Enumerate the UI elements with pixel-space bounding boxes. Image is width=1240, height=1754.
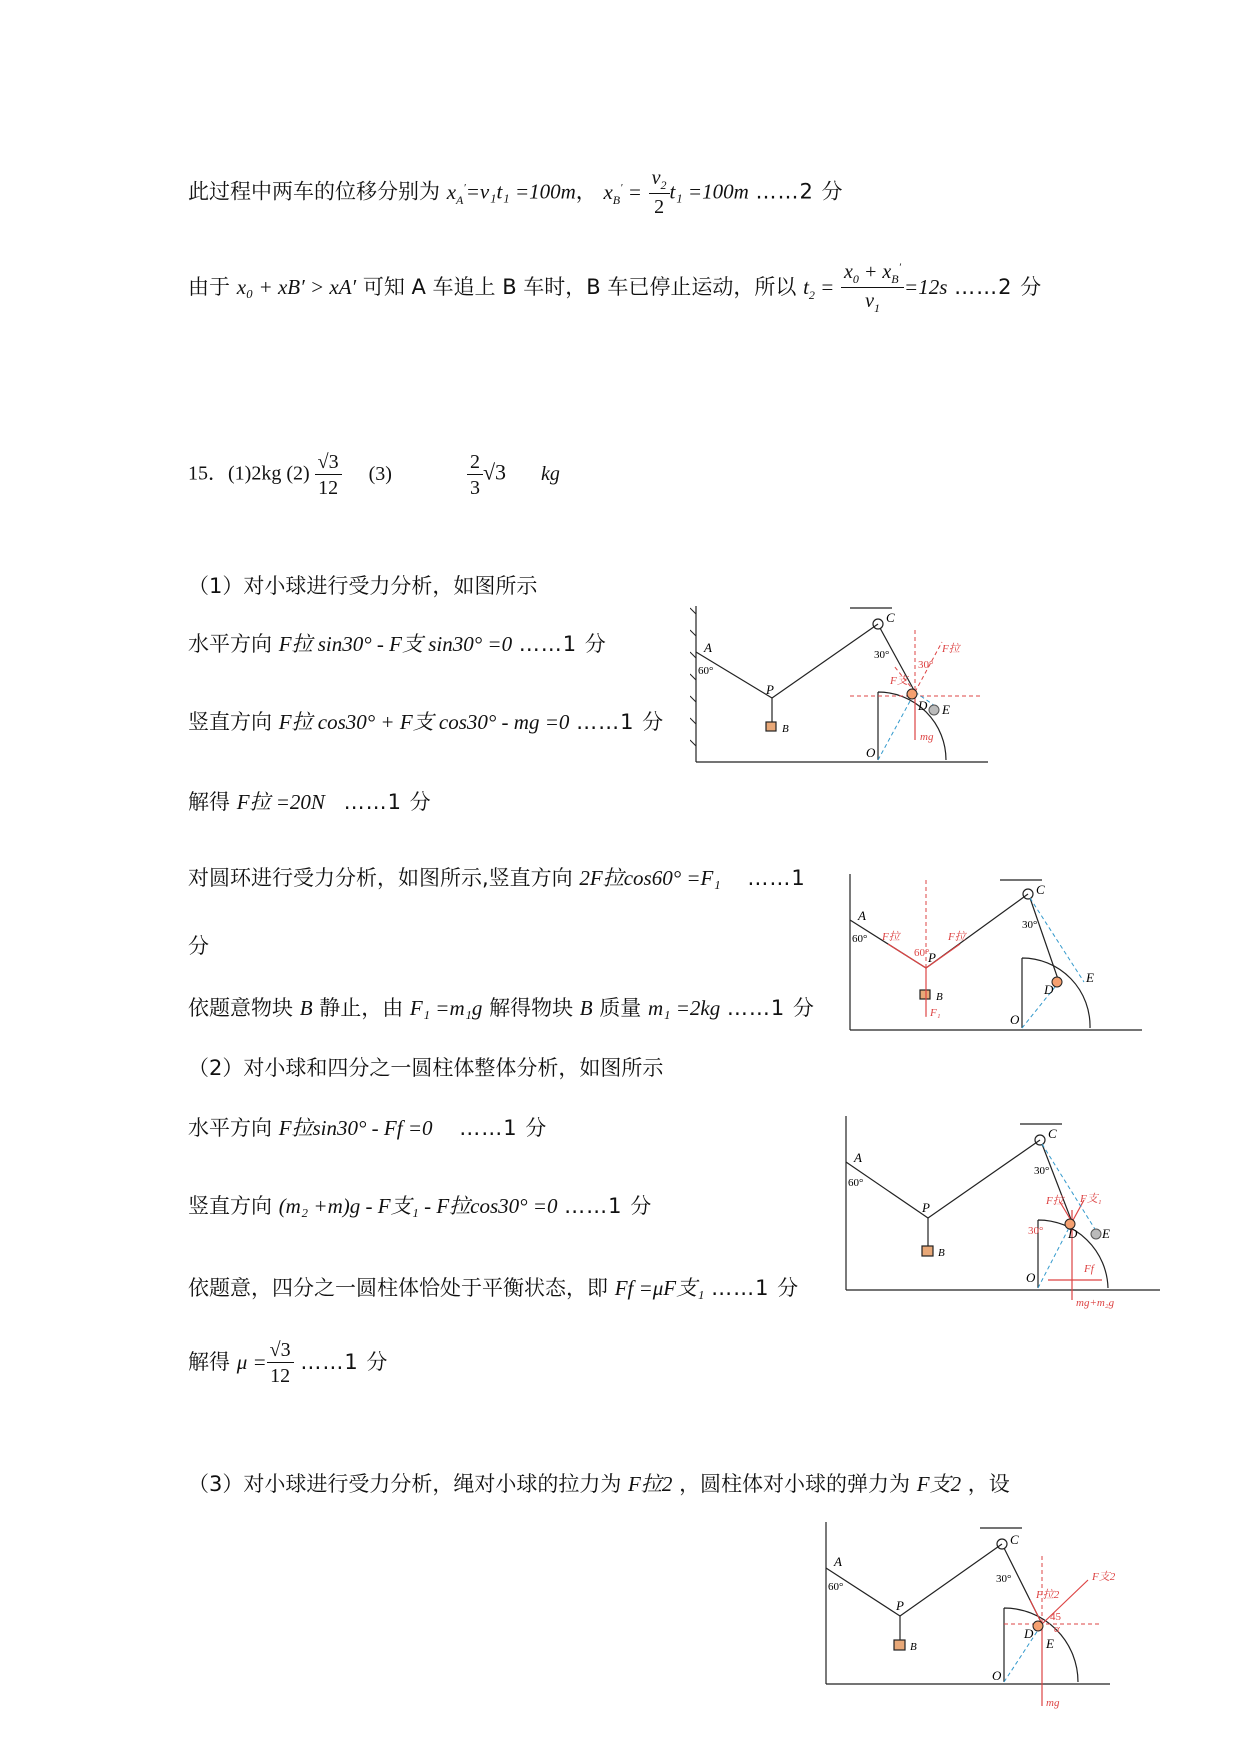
svg-text:C: C bbox=[1010, 1532, 1019, 1547]
svg-text:60°: 60° bbox=[848, 1177, 864, 1189]
svg-text:α: α bbox=[1054, 1623, 1060, 1635]
svg-text:30°: 30° bbox=[1028, 1225, 1044, 1237]
answer-line: 15．(1)2kg (2) $\frac{√3}{12}$ (3) $\frac{2}{3}$ √3 kg bbox=[188, 451, 560, 499]
sqrt3-over-12: $\frac{√3}{12}$ bbox=[315, 452, 342, 498]
svg-text:D: D bbox=[1024, 1626, 1034, 1641]
svg-text:F₁: F₁ bbox=[930, 1007, 941, 1019]
p1-solution: 解得 F拉 =20N ……1 分 bbox=[188, 790, 432, 814]
svg-text:60°: 60° bbox=[828, 1581, 844, 1593]
svg-text:D: D bbox=[1044, 982, 1054, 997]
label-O: O bbox=[866, 745, 876, 760]
sol14-line1: 此过程中两车的位移分别为 $x_A'=v_1t_1 =100m$， $x_B'$ = $\frac{v_2}{2}$ t₁ =100m ……2 分 bbox=[188, 167, 844, 218]
mu-fraction: $\frac{√3}{12}$ bbox=[267, 1340, 294, 1386]
two-thirds: $\frac{2}{3}$ bbox=[467, 452, 483, 498]
svg-text:P: P bbox=[922, 1200, 930, 1215]
figure-4-ball-forces-part3 bbox=[820, 1516, 1150, 1716]
figure-3-system-forces bbox=[840, 1110, 1170, 1310]
label-P: P bbox=[766, 682, 774, 697]
svg-text:O: O bbox=[1010, 1012, 1020, 1027]
label-B: B bbox=[782, 723, 789, 735]
svg-text:B: B bbox=[910, 1641, 917, 1653]
p1-horizontal: 水平方向 F拉 sin30° - F支 sin30° =0 ……1 分 bbox=[188, 632, 607, 656]
svg-text:E: E bbox=[1046, 1636, 1054, 1651]
force-support: F支 bbox=[890, 675, 908, 687]
v2-over-2: $\frac{v_2}{2}$ bbox=[649, 168, 670, 217]
svg-text:mg: mg bbox=[1046, 1697, 1060, 1709]
svg-text:mg+m₂g: mg+m₂g bbox=[1076, 1297, 1115, 1309]
svg-text:F拉: F拉 bbox=[882, 931, 900, 943]
svg-text:F支2: F支2 bbox=[1092, 1571, 1116, 1583]
t2-fraction: $\frac{x_0 + x_B'}{v_1}$ bbox=[841, 262, 904, 314]
svg-text:F拉: F拉 bbox=[1046, 1195, 1064, 1207]
p2-vertical: 竖直方向 (m₂ +m)g - F支₁ - F拉cos30° =0 ……1 分 bbox=[188, 1194, 653, 1218]
svg-text:F拉2: F拉2 bbox=[1036, 1589, 1060, 1601]
svg-text:F拉: F拉 bbox=[948, 931, 966, 943]
force-mg: mg bbox=[920, 731, 934, 743]
p2-horizontal: 水平方向 F拉sin30° - Ff =0 ……1 分 bbox=[188, 1116, 548, 1140]
svg-text:E: E bbox=[1102, 1226, 1110, 1241]
svg-text:O: O bbox=[992, 1668, 1002, 1683]
svg-text:C: C bbox=[1048, 1126, 1057, 1141]
svg-text:A: A bbox=[854, 1150, 862, 1165]
angle-30: 30° bbox=[918, 659, 934, 671]
label-E: E bbox=[942, 702, 950, 717]
svg-text:30°: 30° bbox=[1022, 919, 1038, 931]
svg-text:F支₁: F支₁ bbox=[1080, 1193, 1102, 1205]
angle-C: 30° bbox=[874, 649, 890, 661]
xa-eq: $x_A'$ bbox=[446, 179, 466, 207]
force-pull: F拉 bbox=[942, 643, 960, 655]
ring-analysis: 对圆环进行受力分析，如图所示,竖直方向 2F拉cos60° =F₁ ……1 bbox=[188, 866, 806, 890]
svg-text:60°: 60° bbox=[852, 933, 868, 945]
p2-balance: 依题意，四分之一圆柱体恰处于平衡状态，即 Ff =μF支₁ ……1 分 bbox=[188, 1276, 800, 1300]
svg-text:A: A bbox=[834, 1554, 842, 1569]
svg-text:30°: 30° bbox=[996, 1573, 1012, 1585]
svg-text:A: A bbox=[858, 908, 866, 923]
svg-text:60°: 60° bbox=[914, 947, 930, 959]
xb-eq: $x_B'$ = bbox=[603, 179, 642, 207]
p2-solution: 解得 μ = $\frac{√3}{12}$ ……1 分 bbox=[188, 1339, 389, 1387]
p3-intro: （3）对小球进行受力分析，绳对小球的拉力为 F拉2 ，圆柱体对小球的弹力为 F支2 ，设 bbox=[188, 1472, 1010, 1496]
svg-text:Ff: Ff bbox=[1084, 1263, 1094, 1275]
svg-text:45: 45 bbox=[1050, 1611, 1061, 1623]
sol14-line2: 由于 x₀ + xB′ > xA′ 可知 A 车追上 B 车时，B 车已停止运动，所以 $t_2$ = $\frac{x_0 + x_B'}{v_1}$ =12s ……2 分 bbox=[188, 261, 1043, 315]
figure-2-ring-forces bbox=[844, 868, 1144, 1038]
ring-score-cont: 分 bbox=[188, 934, 209, 958]
svg-text:O: O bbox=[1026, 1270, 1036, 1285]
svg-text:B: B bbox=[938, 1247, 945, 1259]
figure-1-ball-forces bbox=[690, 600, 990, 770]
label-C: C bbox=[886, 610, 895, 625]
svg-text:D: D bbox=[1068, 1226, 1078, 1241]
svg-text:30°: 30° bbox=[1034, 1165, 1050, 1177]
label-A: A bbox=[704, 640, 712, 655]
svg-text:B: B bbox=[936, 991, 943, 1003]
svg-text:P: P bbox=[896, 1598, 904, 1613]
p1-title: （1）对小球进行受力分析，如图所示 bbox=[188, 574, 538, 598]
p2-title: （2）对小球和四分之一圆柱体整体分析，如图所示 bbox=[188, 1056, 664, 1080]
label-D: D bbox=[918, 698, 928, 713]
angle-A: 60° bbox=[698, 665, 714, 677]
svg-text:P: P bbox=[928, 950, 936, 965]
block-b-line: 依题意物块 B 静止，由 F₁ =m₁g 解得物块 B 质量 m₁ =2kg ……1 分 bbox=[188, 996, 815, 1020]
p1-vertical: 竖直方向 F拉 cos30° + F支 cos30° - mg =0 ……1 分 bbox=[188, 710, 665, 734]
svg-text:E: E bbox=[1086, 970, 1094, 985]
svg-text:C: C bbox=[1036, 882, 1045, 897]
